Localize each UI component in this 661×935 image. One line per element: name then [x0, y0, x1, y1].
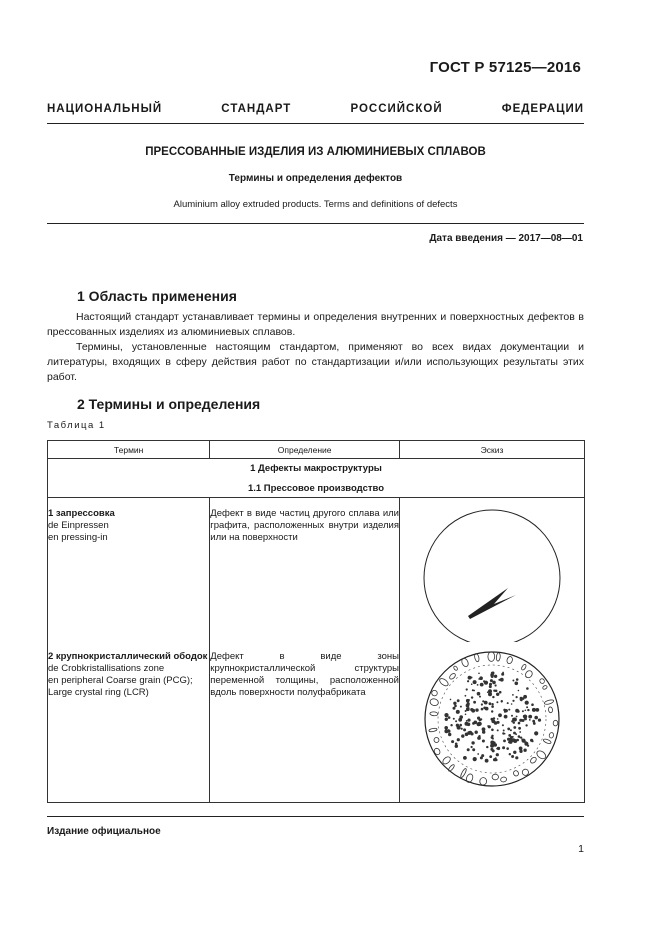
footer-divider [47, 816, 584, 817]
term-ru: 1 запрессовка [48, 508, 115, 519]
introduction-date: Дата введения — 2017—08—01 [429, 233, 583, 244]
section-1-paragraph-1: Настоящий стандарт устанавливает термины и определения внутренних и поверхностных дефектов в прессованных изделиях из алюминиевых сплавов. [47, 311, 584, 338]
term-en: en pressing-in [48, 532, 108, 543]
section-1-heading: 1 Область применения [77, 288, 237, 304]
edition-note: Издание официальное [47, 826, 161, 837]
defects-table [47, 440, 585, 803]
title-divider [47, 223, 584, 224]
section-1-text [47, 310, 584, 385]
sketch-cell [399, 645, 584, 803]
term-de: de Crobkristallisations zone [48, 663, 165, 674]
table-row [48, 498, 585, 646]
subgroup-heading-press-production: 1.1 Прессовое производство [48, 475, 585, 498]
table-caption: Таблица 1 [47, 420, 106, 431]
document-code: ГОСТ Р 57125—2016 [429, 59, 581, 76]
subgroup-row [48, 475, 585, 498]
group-heading-macrostructure: 1 Дефекты макроструктуры [48, 459, 585, 476]
column-header-term: Термин [48, 441, 210, 459]
section-2-heading: 2 Термины и определения [77, 396, 261, 412]
document-title-english: Aluminium alloy extruded products. Terms and definitions of defects [173, 199, 458, 210]
term-de: de Einpressen [48, 520, 109, 531]
section-1-paragraph-2: Термины, установленные настоящим стандартом, применяют во всех видах документации и литературы, входящих в сферу действия работ по стандартизации и/или использующих результаты этих работ. [47, 341, 584, 383]
page-number: 1 [578, 843, 584, 855]
table-row [48, 645, 585, 803]
term-en: en peripheral Coarse grain (PCG); Large crystal ring (LCR) [48, 675, 193, 698]
circle-with-inclusion-sketch [400, 498, 584, 642]
group-row [48, 459, 585, 476]
column-header-sketch: Эскиз [399, 441, 584, 459]
national-standard-banner: НАЦИОНАЛЬНЫЙ СТАНДАРТ РОССИЙСКОЙ ФЕДЕРАЦИИ [47, 103, 584, 115]
document-title: ПРЕССОВАННЫЕ ИЗДЕЛИЯ ИЗ АЛЮМИНИЕВЫХ СПЛАВОВ [145, 146, 486, 158]
table-header-row [48, 441, 585, 459]
definition-cell: Дефект в виде частиц другого сплава или графита, расположенных внутри изделия или на поверхности [210, 498, 400, 646]
coarse-grain-ring-sketch [400, 645, 584, 799]
term-cell [48, 645, 210, 803]
term-cell [48, 498, 210, 646]
document-subtitle: Термины и определения дефектов [228, 173, 403, 184]
sketch-cell [399, 498, 584, 646]
header-divider [47, 123, 584, 124]
column-header-definition: Определение [210, 441, 400, 459]
definition-cell: Дефект в виде зоны крупнокристаллической структуры переменной толщины, расположенной вдоль поверхности полуфабриката [210, 645, 400, 803]
term-ru: 2 крупнокристаллический ободок [48, 651, 208, 662]
